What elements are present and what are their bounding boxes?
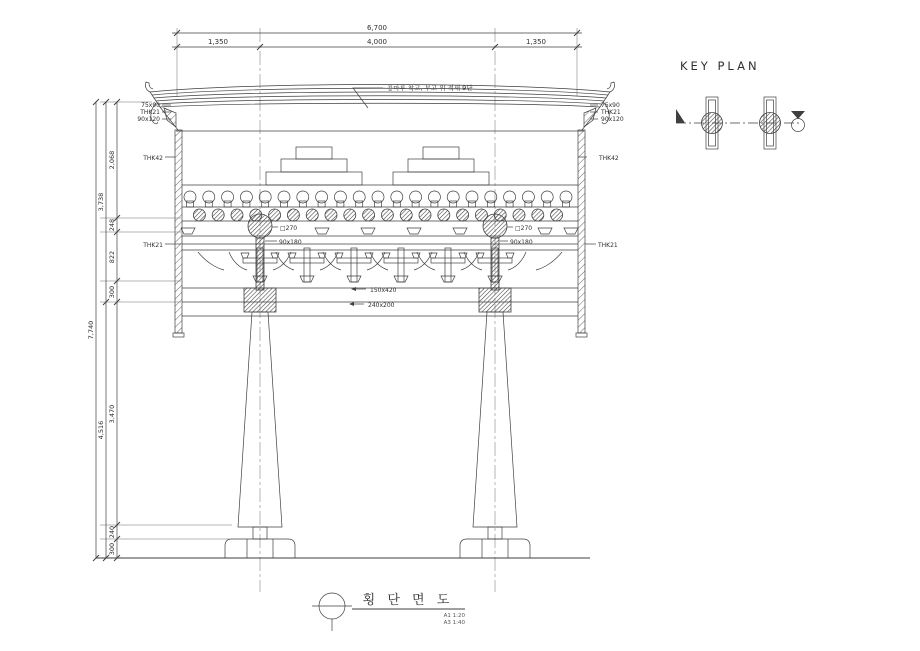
bracket-cluster [370, 248, 432, 282]
soro-block [453, 228, 467, 234]
purlin-right [483, 214, 507, 238]
rafter-end-lower [287, 209, 299, 221]
key-plan-column-left [702, 97, 723, 149]
bracket-cluster [323, 248, 385, 282]
bracket-left-size: 90x180 [279, 239, 302, 246]
section-cut-arrow-icon [676, 109, 685, 123]
dim-base-2: 300 [108, 542, 116, 556]
column-center-lines [260, 28, 495, 592]
eave-right-label-3: 90x120 [601, 116, 624, 123]
rafter-end-lower [381, 209, 393, 221]
rafter-end-lower [551, 209, 563, 221]
purlin-left [248, 214, 272, 238]
dim-bay-left: 1,350 [207, 38, 229, 46]
eave-right-label-2: THK21 [601, 109, 621, 116]
rafter-end-lower [269, 209, 281, 221]
rafter-end-lower [193, 209, 205, 221]
band-right-thk: THK21 [598, 242, 618, 249]
dim-base-1: 240 [108, 525, 116, 539]
rafter-end-lower [438, 209, 450, 221]
capital-right [479, 288, 511, 312]
rafter-end-lower [212, 209, 224, 221]
dim-chain-4: 300 [108, 285, 116, 299]
soro-block [407, 228, 421, 234]
bracket-cluster [417, 248, 479, 282]
key-plan-column-right [760, 97, 781, 149]
rafter-end-lower [457, 209, 469, 221]
rafter-rows [182, 191, 578, 221]
rafter-end-lower [306, 209, 318, 221]
wind-board-right-label: THK42 [599, 155, 619, 162]
eave-left-label-1: 75x90 [141, 102, 160, 109]
rafter-end-lower [344, 209, 356, 221]
dim-lower-height: 4,516 [97, 420, 105, 440]
dim-chain-3: 822 [108, 250, 116, 264]
left-dimensions [87, 99, 250, 561]
wind-board-left [142, 130, 184, 337]
dim-overall-height: 7,740 [87, 320, 95, 340]
dim-chain-1: 2,068 [108, 150, 116, 170]
view-direction-icon [791, 111, 805, 119]
bracket-right-size: 90x180 [510, 239, 533, 246]
wind-board-left-label: THK42 [143, 155, 163, 162]
rafter-end-lower [231, 209, 243, 221]
eave-left-label-2: THK21 [140, 109, 160, 116]
wind-board-right [576, 130, 619, 337]
scale-a3: A3 1:40 [443, 620, 465, 626]
dim-total-width: 6,700 [366, 24, 388, 32]
soro-block [181, 228, 195, 234]
columns [96, 285, 590, 558]
rafter-end-lower [325, 209, 337, 221]
key-plan-title: KEY PLAN [680, 59, 760, 73]
dim-column-height: 3,470 [108, 404, 116, 424]
dim-chain-2: 248 [108, 218, 116, 232]
dim-bay-center: 4,000 [366, 38, 388, 46]
title-block [312, 592, 465, 631]
datum-circle-icon [792, 119, 805, 132]
rafter-end-lower [400, 209, 412, 221]
band-left-thk: THK21 [143, 242, 163, 249]
dim-bay-right: 1,350 [525, 38, 547, 46]
lower-beam-size: 240x200 [368, 302, 395, 309]
rafter-end-lower [363, 209, 375, 221]
beams [182, 287, 578, 316]
roof-frame [176, 131, 584, 185]
eave-left-label-3: 90x120 [137, 116, 160, 123]
soro-block [315, 228, 329, 234]
bracket-assemblies [198, 248, 562, 282]
soro-block [538, 228, 552, 234]
top-dimensions [172, 24, 582, 96]
rafter-end-lower [513, 209, 525, 221]
purlin-right-size: □270 [515, 225, 533, 232]
purlin-band [142, 214, 618, 290]
soro-block [564, 228, 578, 234]
rafter-end-lower [532, 209, 544, 221]
eave-right-label-1: 75x90 [601, 102, 620, 109]
ridge-note-label: 용마루 착고, 부고 위 적새 9단 [387, 84, 473, 92]
drawing-title: 횡 단 면 도 [362, 593, 454, 608]
capital-left [244, 288, 276, 312]
bracket-cluster [276, 248, 338, 282]
dim-upper-height: 3,738 [97, 192, 105, 212]
key-plan [676, 59, 805, 149]
purlin-left-size: □270 [280, 225, 298, 232]
scale-a1: A1 1:20 [443, 613, 465, 619]
soro-block [361, 228, 375, 234]
rafter-end-lower [419, 209, 431, 221]
upper-beam-size: 150x420 [370, 287, 397, 294]
